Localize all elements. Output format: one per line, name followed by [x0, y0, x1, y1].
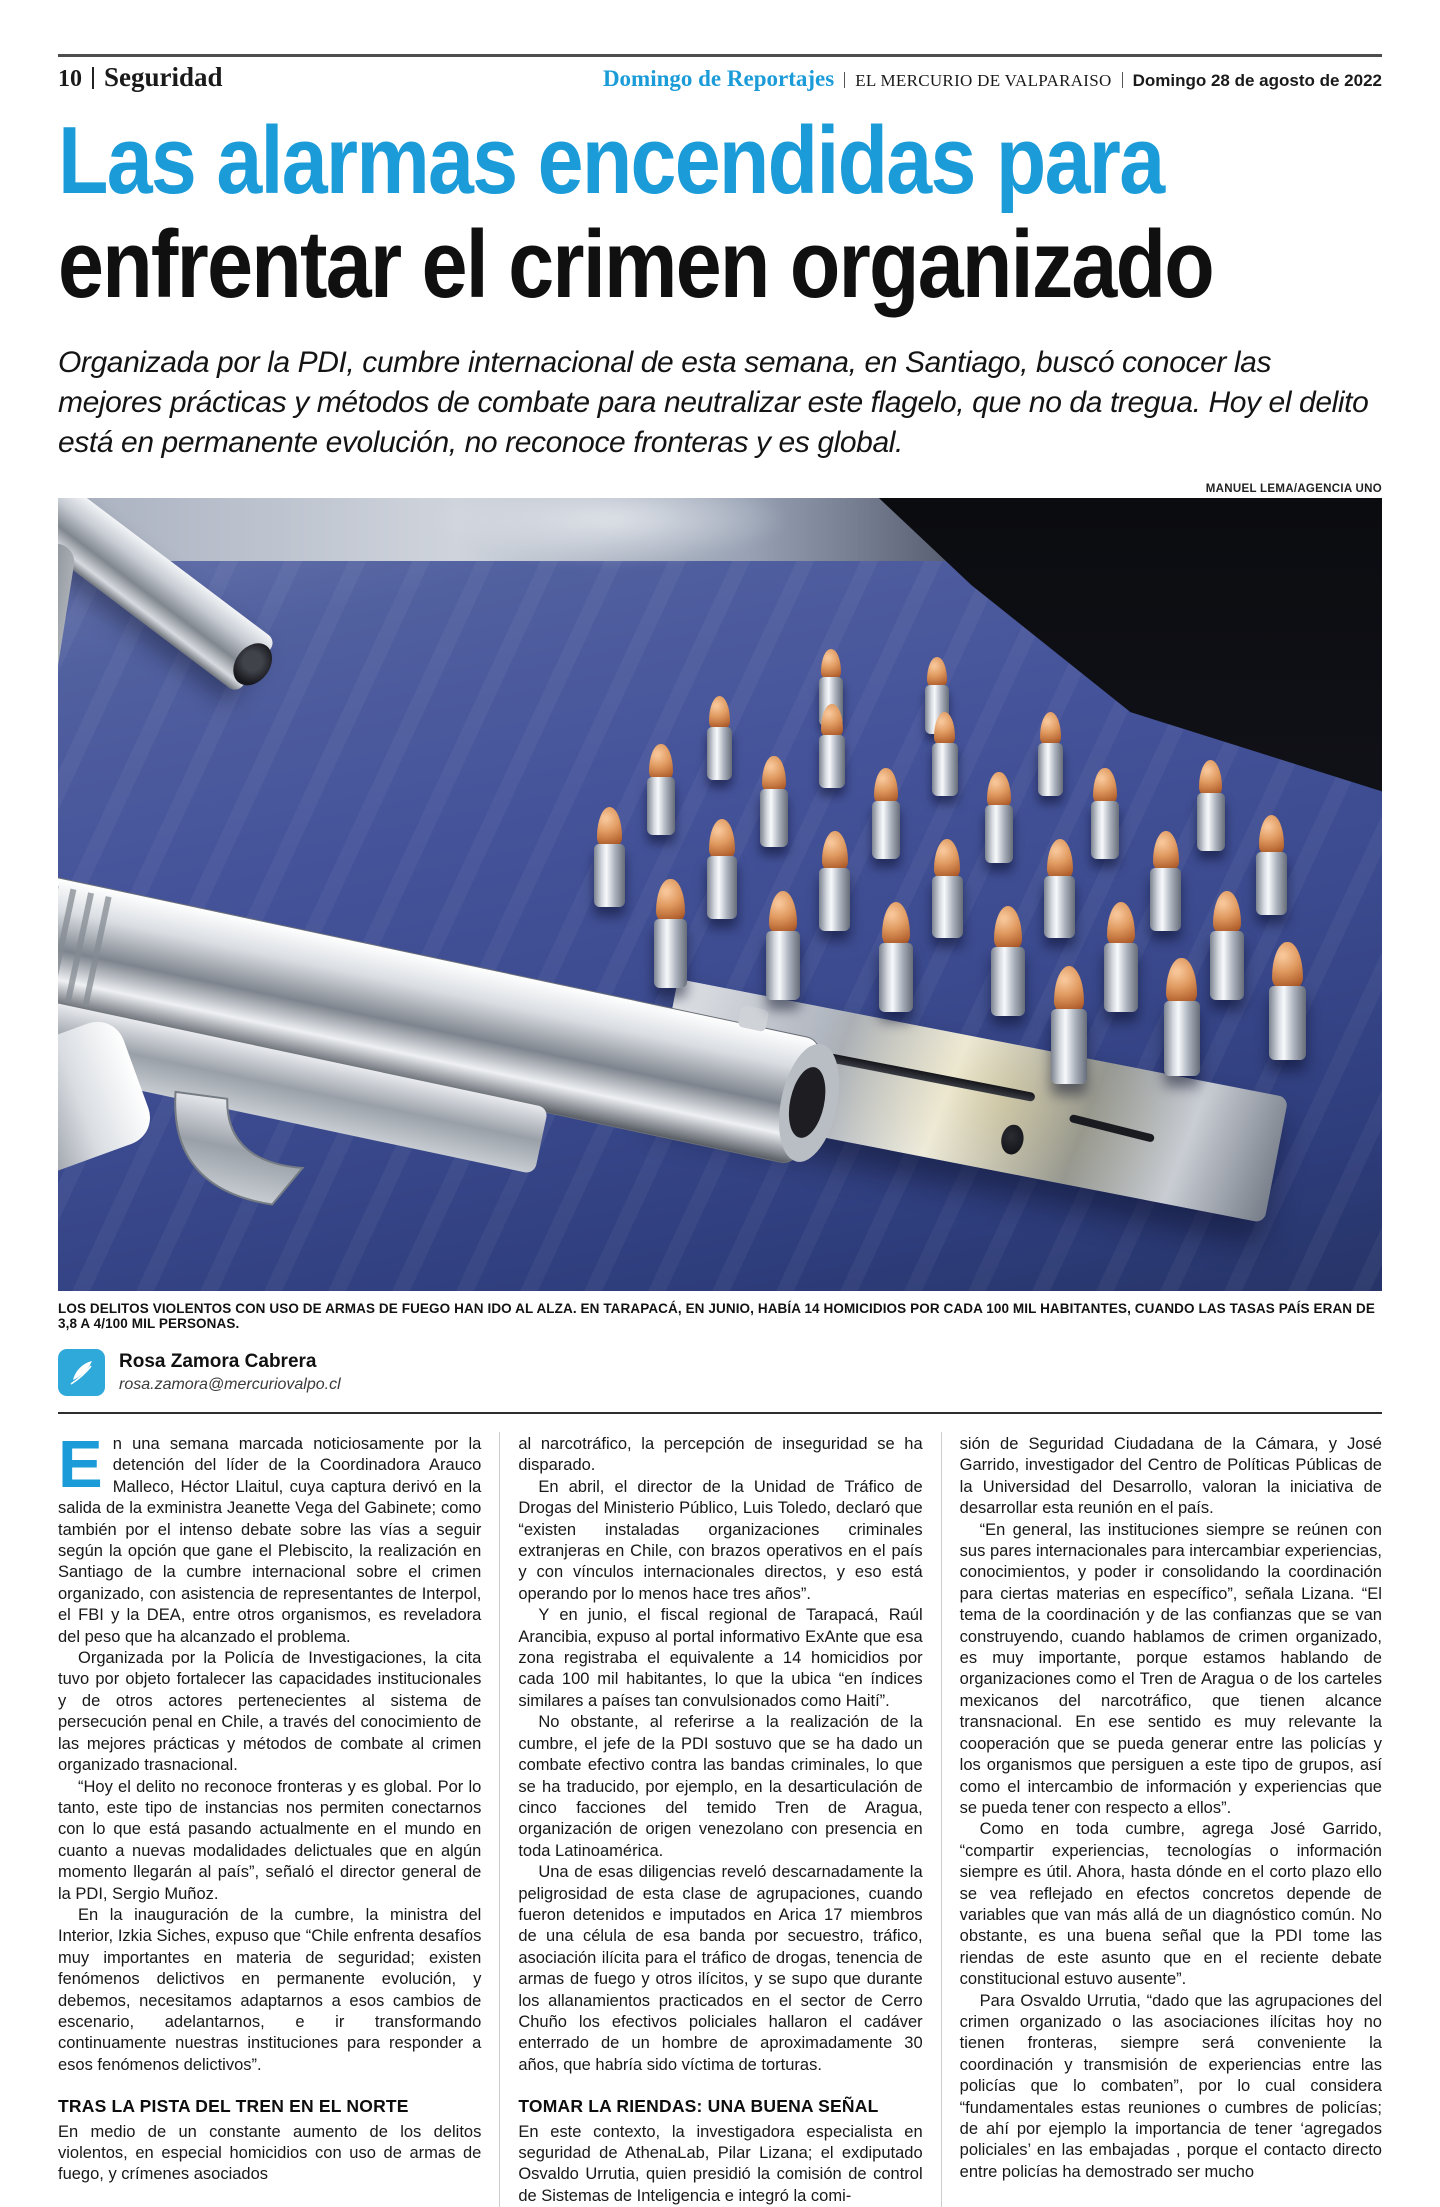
article-headline	[58, 109, 1382, 317]
bullet-graphic	[932, 712, 958, 795]
section-header	[58, 62, 223, 93]
body-paragraph: Y en junio, el fiscal regional de Tarapacá, Raúl Arancibia, expuso al portal informativo ExAnte que esa zona registraba el equivalente a 14 homicidios por cada 100 mil habitantes, lo que la ubica “en índices similares a países tan convulsionados como Haití”.	[518, 1606, 923, 1710]
byline	[58, 1349, 1382, 1396]
masthead	[603, 66, 1382, 92]
headline-line-2: enfrentar el crimen organizado	[58, 211, 1213, 318]
column-1	[58, 1427, 499, 2207]
page-number: 10	[58, 66, 82, 92]
bullet-graphic	[1150, 831, 1181, 931]
divider	[58, 1412, 1382, 1414]
body-paragraph: “Hoy el delito no reconoce fronteras y es global. Por lo tanto, este tipo de instancias nos permiten conectarnos con lo que está pasando actualmente en el mundo en cuanto a nuevas modalidades delictuales que en algún momento llegarán al país”, señaló el director general de la PDI, Sergio Muñoz.	[58, 1777, 482, 1903]
body-paragraph: No obstante, al referirse a la realización de la cumbre, el jefe de la PDI sostuvo que se ha dado un combate efectivo contra las bandas criminales, lo que se ha traducido, por ejemplo, en la desarticulación de cinco facciones del temido Tren de Aragua, organización de origen venezolano con presencia en toda Latinoamérica.	[518, 1713, 923, 1860]
column-2	[499, 1432, 940, 2207]
article-lede: Organizada por la PDI, cumbre internacional de esta semana, en Santiago, buscó conocer las mejores prácticas y métodos de combate para neutralizar este flagelo, que no da tregua. Hoy el delito está en permanente evolución, no reconoce fronteras y es global.	[58, 346, 1369, 459]
body-paragraph: En medio de un constante aumento de los delitos violentos, en especial homicidios con uso de armas de fuego, y crímenes asociados	[58, 2122, 482, 2184]
bullet-graphic	[879, 902, 913, 1011]
bullet-graphic	[991, 906, 1025, 1015]
bullet-graphic	[654, 879, 688, 988]
divider	[844, 72, 845, 88]
feather-icon	[58, 1349, 105, 1396]
body-paragraph: En abril, el director de la Unidad de Tráfico de Drogas del Ministerio Público, Luis Toledo, declaró que “existen instaladas organizaciones criminales extranjeras en Chile, con brazos operativos en el país y con vínculos internacionales directos, y eso está operando por lo menos hace tres años”.	[518, 1477, 923, 1603]
bullet-graphic	[819, 704, 845, 787]
body-paragraph: En la inauguración de la cumbre, la ministra del Interior, Izkia Siches, expuso que “Chile enfrenta desafíos muy importantes en materia de seguridad; existen fenómenos delictivos en permanente evolución, y debemos, necesitamos adaptarnos a esos cambios de escenario, adelantarnos, e ir transformando continuamente nuestras instituciones para responder a esos fenómenos delictivos”.	[58, 1905, 482, 2074]
newspaper-page	[0, 54, 1440, 2207]
bullet-graphic	[872, 768, 900, 859]
bullet-graphic	[1269, 942, 1305, 1060]
bullet-graphic	[707, 819, 738, 919]
bullet-graphic	[594, 807, 625, 907]
bullet-graphic	[1197, 760, 1225, 851]
bullet-graphic	[1104, 902, 1138, 1011]
bullet-graphic	[1038, 712, 1064, 795]
photo-credit: MANUEL LEMA/AGENCIA UNO	[1205, 483, 1382, 495]
bullet-graphic	[985, 772, 1013, 863]
bullet-graphic	[1164, 958, 1200, 1076]
bullet-graphic	[766, 891, 800, 1000]
bullet-graphic	[707, 696, 733, 779]
body-paragraph: Una de esas diligencias reveló descarnadamente la peligrosidad de esta clase de agrupaciones, cuando fueron detenidos e imputados en Arica 17 miembros de una célula de esa banda por secuestro, tráfico, asociación ilícita para el tráfico de drogas, tenencia de armas de fuego y otros ilícitos, y se supo que durante los allanamientos practicados en el sector de Cerro Chuño los efectivos policiales hallaron el cadáver enterrado de un hombre de aproximadamente 30 años, que habría sido víctima de torturas.	[518, 1863, 923, 2074]
supplement-title: Domingo de Reportajes	[602, 66, 835, 91]
bullet-graphic	[932, 839, 963, 939]
divider	[92, 67, 94, 89]
photo-caption: LOS DELITOS VIOLENTOS CON USO DE ARMAS DE FUEGO HAN IDO AL ALZA. EN TARAPACÁ, EN JUNIO, HABÍA 14 HOMICIDIOS POR CADA 100 MIL HABITANTES, CUANDO LAS TASAS PAÍS ERAN DE 3,8 A 4/100 MIL PERSONAS.	[58, 1301, 1375, 1331]
newspaper-name: EL MERCURIO DE VALPARAISO	[855, 71, 1112, 90]
bullet-graphic	[819, 831, 850, 931]
section-title: Seguridad	[104, 62, 223, 92]
bullet-graphic	[760, 756, 788, 847]
body-paragraph: En una semana marcada noticiosamente por la detención del líder de la Coordinadora Arauco Malleco, Héctor Llaitul, cuya captura derivó en la salida de la exministra Jeanette Vega del Gabinete; como también por el intenso debate sobre las vías a seguir según la opción que gane el Plebiscito, la realización en Santiago de la cumbre internacional sobre el crimen organizado, con asistencia de representantes de Interpol, el FBI y la DEA, entre otros organismos, es reveladora del peso que ha alcanzado el problema.	[58, 1427, 482, 1646]
subhead-tren-norte: TRAS LA PISTA DEL TREN EN EL NORTE	[58, 2096, 409, 2117]
body-paragraph: Como en toda cumbre, agrega José Garrido, “compartir experiencias, tecnologías o información siempre es útil. Ahora, hasta dónde en el corto plazo ello se vea reflejado en efectos concretos depende de variables que van más allá de un diagnóstico común. No obstante, es una buena señal que la PDI tome las riendas de este asunto que en el reciente debate constitucional estuvo ausente”.	[959, 1820, 1382, 1989]
edition-date: Domingo 28 de agosto de 2022	[1132, 71, 1382, 90]
author-name: Rosa Zamora Cabrera	[119, 1351, 317, 1372]
body-paragraph: sión de Seguridad Ciudadana de la Cámara, y José Garrido, investigador del Centro de Políticas Públicas de la Universidad del Desarrollo, valoran la iniciativa de desarrollar esta reunión en el país.	[959, 1435, 1382, 1518]
body-paragraph: Organizada por la Policía de Investigaciones, la cita tuvo por objeto fortalecer las capacidades institucionales y de otros actores pertenecientes al sistema de persecución penal en Chile, a través del conocimiento de las mejores prácticas y métodos de combate al crimen organizado trasnacional.	[58, 1649, 482, 1775]
bullet-graphic	[1091, 768, 1119, 859]
bullet-graphic	[1210, 891, 1244, 1000]
divider	[1122, 72, 1123, 88]
drop-cap: E	[58, 1427, 103, 1502]
body-paragraph: En este contexto, la investigadora especialista en seguridad de AthenaLab, Pilar Lizana; el exdiputado Osvaldo Urrutia, quien presidió la comisión de control de Sistemas de Inteligencia e integró la comi-	[518, 2122, 923, 2205]
author-email: rosa.zamora@mercuriovalpo.cl	[119, 1376, 341, 1393]
column-3	[941, 1432, 1382, 2207]
headline-line-1: Las alarmas encendidas para	[58, 107, 1164, 214]
page-header	[58, 54, 1382, 93]
body-paragraph: Para Osvaldo Urrutia, “dado que las agrupaciones del crimen organizado o las asociaciones ilícitas hoy no tienen fronteras, siempre será conveniente la coordinación y transmisión de experiencias entre las policías que lo combaten”, por lo cual considera “fundamentales estas reuniones o cumbres de policías; de ahí por ejemplo la importancia de tener ‘agregados policiales’ en las embajadas , porque el contacto directo entre policías ha demostrado ser mucho	[959, 1991, 1382, 2181]
bullet-graphic	[647, 744, 675, 835]
article-photo	[58, 498, 1382, 1291]
bullet-graphic	[1256, 815, 1287, 915]
body-paragraph: al narcotráfico, la percepción de inseguridad se ha disparado.	[518, 1435, 923, 1475]
body-paragraph: “En general, las instituciones siempre se reúnen con sus pares internacionales para intercambiar experiencias, conocimientos, y poder ir consolidando la coordinación para ciertas materias en específico”, señala Lizana. “El tema de la coordinación y de las confianzas que se van construyendo, cuando hablamos de crimen organizado, es muy importante, porque estamos hablando de organizaciones como el Tren de Aragua o de los carteles mexicanos del narcotráfico, que tienen alcance transnacional. En ese sentido es muy relevante la cooperación que se pueda generar entre las policías y los organismos que persiguen a este tipo de grupos, así como el intercambio de información y experiencias que se pueda tener con respecto a ellos”.	[959, 1520, 1382, 1817]
article-body	[58, 1427, 1382, 2207]
bullet-graphic	[1044, 839, 1075, 939]
bullet-graphic	[1051, 966, 1087, 1084]
subhead-buena-senal: TOMAR LA RIENDAS: UNA BUENA SEÑAL	[518, 2096, 879, 2117]
